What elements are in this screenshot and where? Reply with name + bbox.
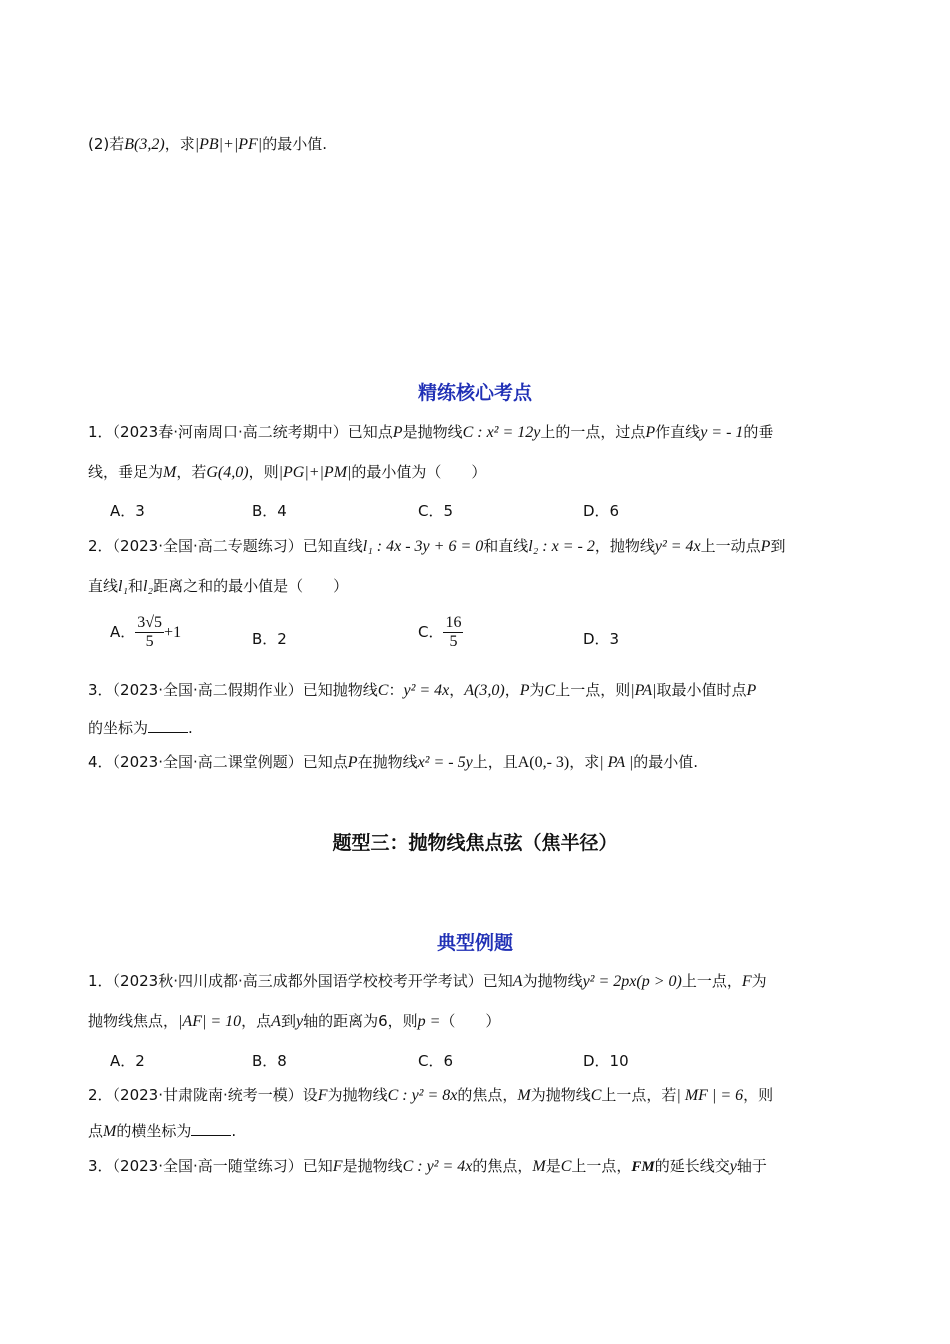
e1-line1 xyxy=(88,970,767,993)
q2-text: 距离之和的最小值是（ ） xyxy=(153,577,349,595)
e3-line1 xyxy=(88,1155,767,1178)
math-g: G(4,0) xyxy=(206,464,249,481)
q1-source: （2023春·河南周口·高二统考期中） xyxy=(112,423,348,441)
e1-text: （ ） xyxy=(440,1012,501,1030)
math-f: F xyxy=(317,1087,328,1104)
math-curve: C : x² = 12y xyxy=(462,424,541,441)
q4-text: ，求 xyxy=(569,753,600,771)
q4-text: 在抛物线 xyxy=(357,753,418,771)
q3-text: 已知抛物线 xyxy=(302,681,378,699)
math-m: M xyxy=(103,1123,117,1140)
q1-text: 已知点 xyxy=(347,423,393,441)
e1-option-d: D．10 xyxy=(583,1052,629,1070)
fraction-numerator: 3√5 xyxy=(137,614,163,631)
q1-option-c: C．5 xyxy=(418,502,454,520)
q2-line2 xyxy=(88,575,348,598)
q1-line1 xyxy=(88,421,773,444)
e1-option-c: C．6 xyxy=(418,1052,454,1070)
e2-text: 的焦点， xyxy=(457,1086,518,1104)
e2-line1 xyxy=(88,1084,773,1107)
q3-text: ， xyxy=(504,681,520,699)
e3-text: 已知 xyxy=(302,1157,333,1175)
option-tail: +1 xyxy=(164,624,182,641)
q3-text: . xyxy=(188,719,193,737)
section-title-examples: 典型例题 xyxy=(436,932,513,954)
part2-mid: ，求 xyxy=(164,135,195,153)
math-p-eq: p = xyxy=(417,1013,441,1030)
q4-text: 上，且 xyxy=(472,753,518,771)
option-label: C． xyxy=(418,623,444,641)
math-a: A xyxy=(271,1013,281,1030)
e1-text: 为抛物线 xyxy=(522,972,583,990)
math-a: A xyxy=(512,973,523,990)
q2-text: 和直线 xyxy=(483,537,529,555)
q2-option-c xyxy=(418,614,463,651)
q1-text: ，则 xyxy=(248,463,279,481)
math-mf: | MF | = 6 xyxy=(676,1087,744,1104)
math-fm: FM xyxy=(631,1159,655,1175)
math-c: C xyxy=(590,1087,602,1104)
e2-text: 为抛物线 xyxy=(327,1086,388,1104)
e2-text: ，则 xyxy=(743,1086,774,1104)
q2-line1 xyxy=(88,535,785,558)
q2-number: 2． xyxy=(88,537,113,555)
e1-text: 已知 xyxy=(482,972,513,990)
answer-blank xyxy=(191,1121,231,1136)
q1-text: 线，垂足为 xyxy=(88,463,164,481)
q4-text: 的最小值. xyxy=(633,753,699,771)
q3-source: （2023·全国·高二假期作业） xyxy=(112,681,303,699)
q4-source: （2023·全国·高二课堂例题） xyxy=(112,753,303,771)
math-f: F xyxy=(741,973,752,990)
q3-text: 为 xyxy=(529,681,545,699)
fraction-numerator: 16 xyxy=(445,614,462,631)
math-expr: |PG|+|PM| xyxy=(278,464,352,481)
e1-text: 轴的距离为6，则 xyxy=(303,1012,418,1030)
fraction-denominator: 5 xyxy=(449,633,458,650)
e3-text: 上一点， xyxy=(571,1157,632,1175)
math-pa: |PA| xyxy=(630,682,657,699)
q2-text: 已知直线 xyxy=(302,537,363,555)
math-l1: l₁ : 4x - 3y + 6 = 0 xyxy=(362,538,484,555)
math-l2: l₂ xyxy=(143,578,154,595)
q3-line2 xyxy=(88,717,193,739)
math-y: y xyxy=(295,1013,304,1030)
math-a: A(3,0) xyxy=(464,682,505,699)
e1-option-a: A．2 xyxy=(110,1052,145,1070)
math-l2: l₂ : x = - 2 xyxy=(528,538,595,555)
e2-text: 的横坐标为 xyxy=(116,1122,192,1140)
e2-text: 设 xyxy=(302,1086,318,1104)
q2-source: （2023·全国·高二专题练习） xyxy=(112,537,303,555)
e1-text: 上一点， xyxy=(681,972,742,990)
math-p: P xyxy=(519,682,530,699)
fraction xyxy=(135,614,164,651)
math-line: y = - 1 xyxy=(700,424,744,441)
e2-text: 点 xyxy=(88,1122,104,1140)
fraction-denominator: 5 xyxy=(145,633,154,650)
math-f: F xyxy=(332,1158,343,1175)
math-p: P xyxy=(746,682,757,699)
math-m: M xyxy=(532,1158,546,1175)
q3-text: 的坐标为 xyxy=(88,719,149,737)
math-p: P xyxy=(392,424,403,441)
q2-text: 上一动点 xyxy=(700,537,761,555)
q1-option-b: B．4 xyxy=(252,502,287,520)
e1-number: 1． xyxy=(88,972,113,990)
q1-text: 上的一点，过点 xyxy=(540,423,646,441)
q4-line1 xyxy=(88,751,698,774)
math-curve: y² = 2px(p > 0) xyxy=(582,973,682,990)
q2-text: 到 xyxy=(770,537,786,555)
e1-text: 为 xyxy=(751,972,767,990)
e3-text: 是抛物线 xyxy=(342,1157,403,1175)
q2-option-b: B．2 xyxy=(252,630,287,648)
part2-line xyxy=(88,133,327,156)
q2-text: 直线 xyxy=(88,577,119,595)
math-a: A(0,- 3) xyxy=(517,754,570,771)
math-m: M xyxy=(517,1087,531,1104)
e3-source: （2023·全国·高一随堂练习） xyxy=(112,1157,303,1175)
math-c: C xyxy=(544,682,556,699)
e2-text: 为抛物线 xyxy=(530,1086,591,1104)
e1-text: 到 xyxy=(280,1012,296,1030)
part2-suffix: 的最小值. xyxy=(262,135,327,153)
q2-option-a xyxy=(110,614,181,651)
q2-text: ，抛物线 xyxy=(594,537,655,555)
e2-text: . xyxy=(231,1122,237,1140)
q3-text: ： xyxy=(388,681,404,699)
math-b-point: B(3,2) xyxy=(124,136,165,153)
e2-line2 xyxy=(88,1120,236,1143)
q1-text: 作直线 xyxy=(655,423,701,441)
section-title-type3: 题型三：抛物线焦点弦（焦半径） xyxy=(332,832,618,854)
math-curve: y² = 4x xyxy=(654,538,701,555)
e3-text: 的焦点， xyxy=(472,1157,533,1175)
math-p: P xyxy=(347,754,358,771)
fraction xyxy=(443,614,463,651)
q3-text: 取最小值时点 xyxy=(656,681,747,699)
math-p: P xyxy=(760,538,771,555)
answer-blank xyxy=(148,718,188,733)
q3-line1 xyxy=(88,679,756,702)
math-m: M xyxy=(163,464,177,481)
q2-option-d: D．3 xyxy=(583,630,620,648)
q1-text: 是抛物线 xyxy=(402,423,463,441)
math-pb-pf: |PB|+|PF| xyxy=(194,136,263,153)
q1-text: ，若 xyxy=(176,463,207,481)
e3-text: 的延长线交 xyxy=(654,1157,730,1175)
math-curve: y² = 4x xyxy=(403,682,450,699)
q4-text: 已知点 xyxy=(302,753,348,771)
math-c: C xyxy=(560,1158,572,1175)
e1-text: 抛物线焦点， xyxy=(88,1012,179,1030)
math-l1: l₁ xyxy=(118,578,129,595)
e3-text: 轴于 xyxy=(736,1157,767,1175)
e2-text: 上一点，若 xyxy=(601,1086,677,1104)
math-curve: C : y² = 4x xyxy=(402,1158,473,1175)
q1-text: 的垂 xyxy=(743,423,774,441)
e3-text: 是 xyxy=(545,1157,561,1175)
e3-number: 3． xyxy=(88,1157,113,1175)
e1-source: （2023秋·四川成都·高三成都外国语学校校考开学考试） xyxy=(112,972,483,990)
q2-text: 和 xyxy=(128,577,144,595)
q1-line2 xyxy=(88,461,486,484)
math-p: P xyxy=(645,424,656,441)
q1-option-a: A．3 xyxy=(110,502,145,520)
e1-option-b: B．8 xyxy=(252,1052,287,1070)
q4-number: 4． xyxy=(88,753,113,771)
q1-option-d: D．6 xyxy=(583,502,620,520)
math-pa: | PA | xyxy=(599,754,634,771)
option-label: A． xyxy=(110,623,136,641)
math-curve: x² = - 5y xyxy=(417,754,473,771)
q3-text: ， xyxy=(449,681,465,699)
q1-number: 1． xyxy=(88,423,113,441)
math-c: C xyxy=(377,682,389,699)
e2-number: 2． xyxy=(88,1086,113,1104)
math-y: y xyxy=(729,1158,737,1175)
q3-number: 3． xyxy=(88,681,113,699)
math-af: |AF| = 10 xyxy=(178,1013,242,1030)
q1-text: 的最小值为（ ） xyxy=(351,463,487,481)
section-title-practice: 精练核心考点 xyxy=(417,382,532,404)
e1-line2 xyxy=(88,1010,500,1033)
part2-prefix: (2)若 xyxy=(88,135,125,153)
e2-source: （2023·甘肃陇南·统考一模） xyxy=(112,1086,303,1104)
math-curve: C : y² = 8x xyxy=(387,1087,458,1104)
e1-text: ，点 xyxy=(241,1012,272,1030)
q3-text: 上一点，则 xyxy=(555,681,631,699)
